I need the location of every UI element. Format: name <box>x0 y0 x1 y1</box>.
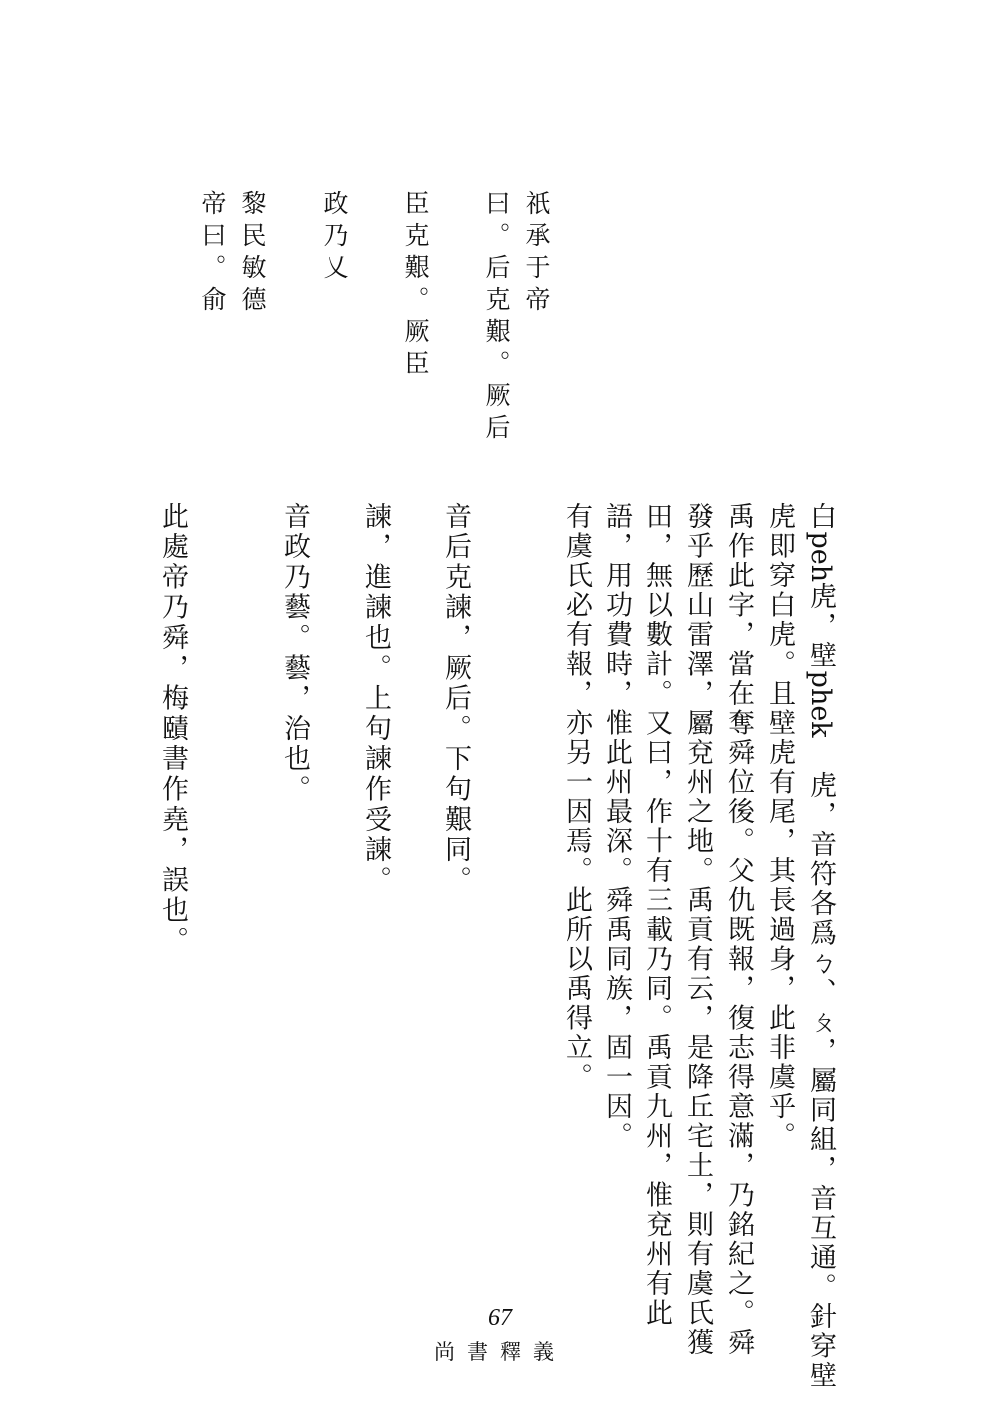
note-line-1-part-a: 白 <box>805 502 836 532</box>
note-line-9: 諫，進諫也。上句諫作受諫。 <box>360 502 391 896</box>
note-line-1-part-e: 虎，音符各爲ㄅ、ㄆ，屬同組，音互通。針穿壁 <box>805 737 836 1391</box>
romanization-peh: peh <box>805 531 836 583</box>
classic-text-col-3: 臣克艱。厥臣 <box>401 190 430 382</box>
note-line-6: 語，用功費時，惟此州最深。舜禹同族，固一因。 <box>601 502 632 1151</box>
classic-text-col-6: 帝曰。俞 <box>198 190 227 318</box>
note-line-4: 發乎歷山雷澤，屬兗州之地。禹貢有云，是降丘宅土，則有虞氏獲 <box>682 502 713 1358</box>
note-line-11: 此處帝乃舜，梅賾書作堯，誤也。 <box>157 502 188 957</box>
note-line-7: 有虞氏必有報，亦另一因焉。此所以禹得立。 <box>561 502 592 1092</box>
note-line-10: 音政乃藝。藝，治也。 <box>279 502 310 805</box>
classic-text-col-2: 曰。后克艱。厥后 <box>482 190 511 446</box>
note-line-1 <box>807 502 834 1391</box>
running-head: 尚書釋義 <box>434 1340 566 1364</box>
note-line-5: 田，無以數計。又曰，作十有三載乃同。禹貢九州，惟兗州有此 <box>641 502 672 1328</box>
note-line-8: 音后克諫，厥后。下句艱同。 <box>440 502 471 896</box>
note-line-1-part-c: 虎，壁 <box>805 582 836 671</box>
page-number: 67 <box>488 1305 512 1331</box>
note-line-2: 虎即穿白虎。且壁虎有尾，其長過身，此非虞乎。 <box>764 502 795 1151</box>
classic-text-col-4: 政乃乂 <box>320 190 349 286</box>
classic-text-col-5: 黎民敏德 <box>238 190 267 318</box>
romanization-phek: phek <box>805 670 836 738</box>
classic-text-col-1: 祇承于帝 <box>522 190 551 318</box>
note-line-3: 禹作此字，當在奪舜位後。父仇既報，復志得意滿，乃銘紀之。舜 <box>723 502 754 1358</box>
